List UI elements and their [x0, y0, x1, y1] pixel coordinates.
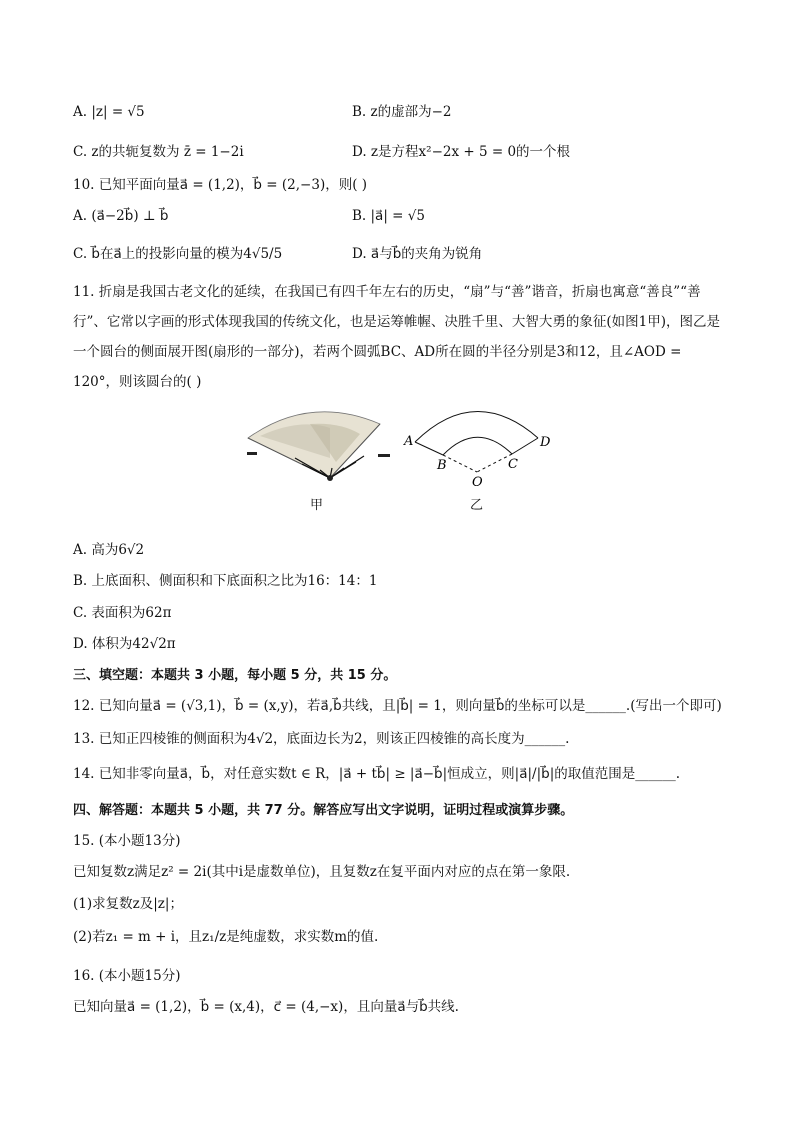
label-b: B	[437, 458, 447, 473]
label-o: O	[472, 475, 483, 490]
q11-option-d: D. 体积为42√2π	[73, 636, 176, 652]
q15-title: 15. (本小题13分)	[73, 833, 181, 849]
q16-stem: 已知向量a⃗ = (1,2)，b⃗ = (x,4)，c⃗ = (4,−x)，且向量a⃗与b⃗共线.	[73, 999, 459, 1015]
q14-text: 14. 已知非零向量a⃗，b⃗，对任意实数t ∈ R，|a⃗ + tb⃗| ≥ |a⃗−b⃗|恒成立，则|a⃗|/|b⃗|的取值范围是______.	[73, 766, 681, 782]
section3-heading: 三、填空题：本题共 3 小题，每小题 5 分，共 15 分。	[73, 668, 397, 683]
caption-jia: 甲	[310, 498, 324, 513]
folding-fan-figure	[240, 398, 570, 518]
label-c: C	[508, 457, 518, 472]
q10-option-c: C. b⃗在a⃗上的投影向量的模为4√5/5	[73, 246, 283, 262]
section4-heading: 四、解答题：本题共 5 小题，共 77 分。解答应写出文字说明，证明过程或演算步骤。	[73, 803, 574, 818]
label-d: D	[540, 435, 551, 450]
q11-stem: 11. 折扇是我国古老文化的延续，在我国已有四千年左右的历史，“扇”与“善”谐音，折扇也寓意“善良”“善行”、它常以字画的形式体现我国的传统文化，也是运筹帷幄、决胜千里、大智大勇的象征(如图1甲)，图乙是一个圆台的侧面展开图(扇形的一部分)，若两个圆弧BC、AD所在圆的半径分别是3和12，且∠AOD = 120°，则该圆台的( )	[73, 284, 721, 390]
q12-text: 12. 已知向量a⃗ = (√3,1)，b⃗ = (x,y)，若a⃗,b⃗共线，且|b⃗| = 1，则向量b⃗的坐标可以是______.(写出一个即可)	[73, 698, 722, 714]
q9-option-b: B. z的虚部为−2	[352, 104, 452, 120]
q15-stem: 已知复数z满足z² = 2i(其中i是虚数单位)，且复数z在复平面内对应的点在第一象限.	[73, 864, 571, 880]
q11-figure	[240, 398, 570, 518]
q9-option-c: C. z的共轭复数为 z̄ = 1−2i	[73, 144, 244, 160]
q11-option-c: C. 表面积为62π	[73, 605, 172, 621]
q10-stem: 10. 已知平面向量a⃗ = (1,2)，b⃗ = (2,−3)，则( )	[73, 177, 368, 193]
q15-part2: (2)若z₁ = m + i，且z₁/z是纯虚数，求实数m的值.	[73, 929, 379, 945]
q11-option-b: B. 上底面积、侧面积和下底面积之比为16：14：1	[73, 573, 378, 589]
q13-text: 13. 已知正四棱锥的侧面积为4√2，底面边长为2，则该正四棱锥的高长度为______.	[73, 731, 570, 747]
q9-option-d: D. z是方程x²−2x + 5 = 0的一个根	[352, 144, 571, 160]
label-a: A	[404, 434, 414, 449]
sector-diagram	[415, 411, 538, 472]
q9-option-a: A. |z| = √5	[73, 104, 145, 120]
q10-option-d: D. a⃗与b⃗的夹角为锐角	[352, 246, 483, 262]
q10-option-a: A. (a⃗−2b⃗) ⊥ b⃗	[73, 208, 169, 224]
fan-illustration	[247, 412, 390, 481]
q10-option-b: B. |a⃗| = √5	[352, 208, 425, 224]
q16-title: 16. (本小题15分)	[73, 968, 181, 984]
q11-option-a: A. 高为6√2	[73, 542, 145, 558]
q15-part1: (1)求复数z及|z|；	[73, 896, 183, 912]
caption-yi: 乙	[470, 498, 484, 513]
